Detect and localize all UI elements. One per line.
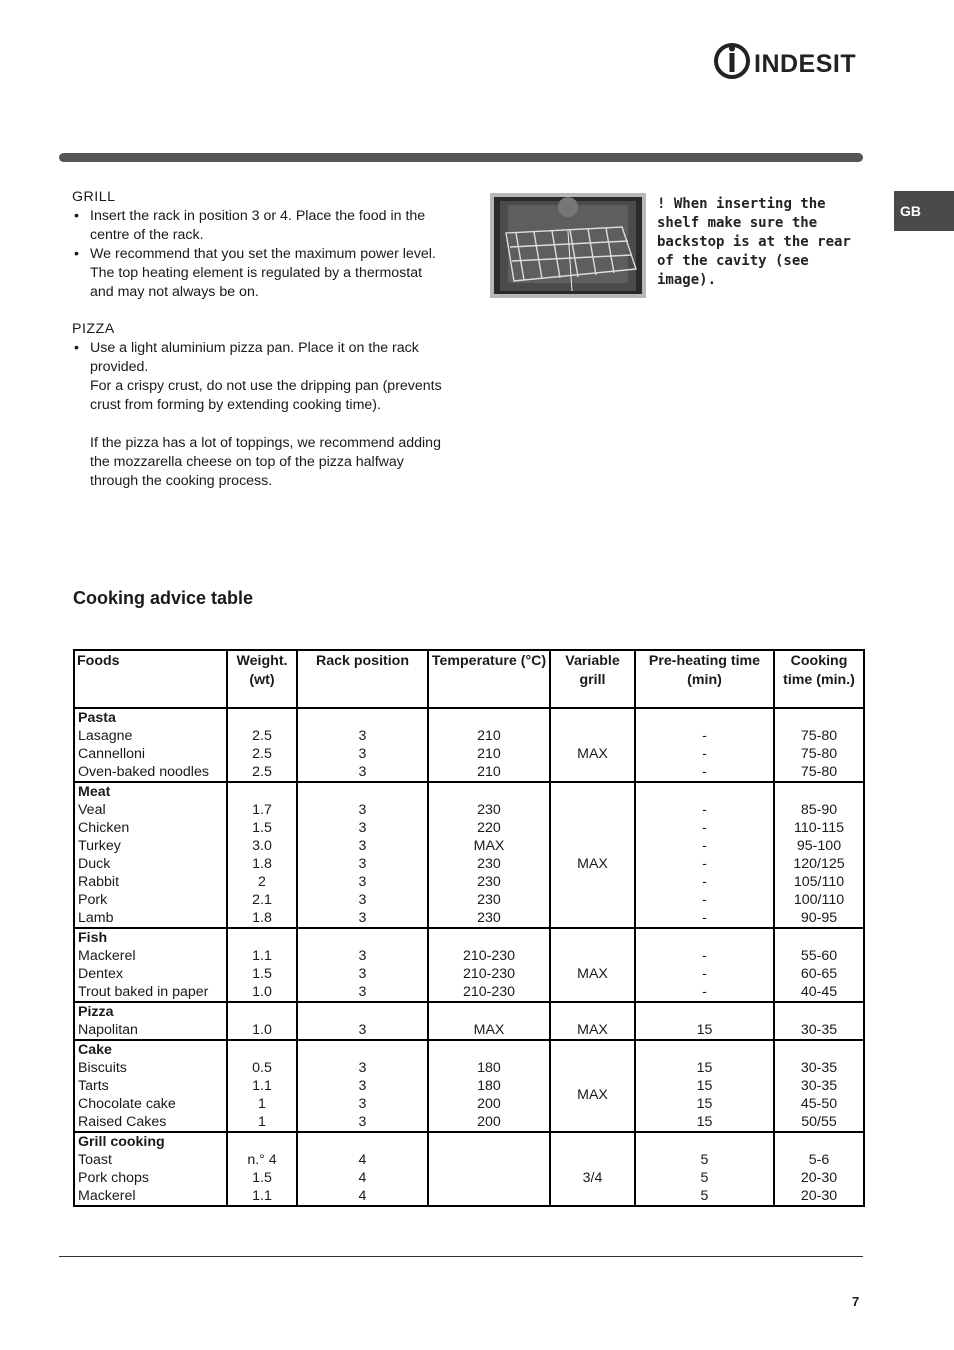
preheat-values: - - -: [635, 947, 774, 1002]
language-tab: GB: [894, 191, 954, 231]
food-group: [74, 708, 864, 782]
food-names: Napolitan: [74, 1021, 227, 1040]
empty-cell: [550, 928, 635, 947]
footer-rule: [59, 1256, 863, 1257]
empty-cell: [227, 1002, 297, 1021]
empty-cell: [428, 782, 550, 801]
note-text: When inserting the shelf make sure the backstop is at the rear of the cavity (see image).: [657, 196, 851, 288]
food-names: Toast Pork chops Mackerel: [74, 1151, 227, 1206]
group-name: Cake: [74, 1040, 227, 1059]
indesit-logo: [712, 40, 864, 82]
time-values: 5-6 20-30 20-30: [774, 1151, 864, 1206]
weight-values: 0.5 1.1 1 1: [227, 1059, 297, 1132]
table-header-row: [74, 650, 864, 708]
empty-cell: [550, 782, 635, 801]
cooking-advice-table: [73, 649, 865, 1207]
group-data-row: [74, 1021, 864, 1040]
food-group: [74, 782, 864, 928]
empty-cell: [428, 1002, 550, 1021]
grill-heading: GRILL: [72, 189, 116, 205]
column-header: Pre-heating time (min): [635, 650, 774, 708]
group-data-row: [74, 1151, 864, 1206]
rack-values: 3 3 3 3 3 3 3: [297, 801, 428, 928]
group-name: Pizza: [74, 1002, 227, 1021]
temp-values: [428, 1151, 550, 1206]
column-header: Cooking time (min.): [774, 650, 864, 708]
empty-cell: [297, 1132, 428, 1151]
group-data-row: [74, 801, 864, 928]
food-group: [74, 1132, 864, 1206]
food-group: [74, 1002, 864, 1040]
empty-cell: [635, 928, 774, 947]
pizza-heading: PIZZA: [72, 321, 115, 337]
weight-values: 2.5 2.5 2.5: [227, 727, 297, 782]
empty-cell: [550, 1002, 635, 1021]
group-head-row: [74, 928, 864, 947]
header-rule: [59, 153, 863, 162]
rack-values: 3 3 3 3: [297, 1059, 428, 1132]
group-name: Fish: [74, 928, 227, 947]
temp-values: 230 220 MAX 230 230 230 230: [428, 801, 550, 928]
oven-rack-photo: [490, 193, 646, 298]
empty-cell: [227, 928, 297, 947]
pizza-bullet: • Use a light aluminium pizza pan. Place it on the rack provided.: [72, 339, 444, 377]
group-name: Grill cooking: [74, 1132, 227, 1151]
time-values: 30-35: [774, 1021, 864, 1040]
column-header: Temperature (°C): [428, 650, 550, 708]
empty-cell: [227, 708, 297, 727]
empty-cell: [774, 782, 864, 801]
empty-cell: [297, 1040, 428, 1059]
empty-cell: [635, 782, 774, 801]
instructions-column: [72, 188, 444, 491]
group-head-row: [74, 782, 864, 801]
food-names: Biscuits Tarts Chocolate cake Raised Cakes: [74, 1059, 227, 1132]
weight-values: n.° 4 1.5 1.1: [227, 1151, 297, 1206]
temp-values: 210 210 210: [428, 727, 550, 782]
empty-cell: [297, 928, 428, 947]
empty-cell: [774, 1002, 864, 1021]
empty-cell: [428, 928, 550, 947]
temp-values: 180 180 200 200: [428, 1059, 550, 1132]
preheat-values: 15: [635, 1021, 774, 1040]
temp-values: MAX: [428, 1021, 550, 1040]
food-group: [74, 1040, 864, 1132]
temp-values: 210-230 210-230 210-230: [428, 947, 550, 1002]
group-head-row: [74, 1040, 864, 1059]
column-header: Foods: [74, 650, 227, 708]
time-values: 85-90 110-115 95-100 120/125 105/110 100/110 90-95: [774, 801, 864, 928]
empty-cell: [550, 1040, 635, 1059]
empty-cell: [227, 1132, 297, 1151]
group-name: Pasta: [74, 708, 227, 727]
time-values: 55-60 60-65 40-45: [774, 947, 864, 1002]
grill-values: MAX: [550, 1021, 635, 1040]
grill-bullet: • Insert the rack in position 3 or 4. Place the food in the centre of the rack.: [72, 207, 444, 245]
page-number: 7: [852, 1294, 860, 1309]
empty-cell: [428, 1132, 550, 1151]
weight-values: 1.1 1.5 1.0: [227, 947, 297, 1002]
rack-values: 3 3 3: [297, 947, 428, 1002]
weight-values: 1.0: [227, 1021, 297, 1040]
weight-values: 1.7 1.5 3.0 1.8 2 2.1 1.8: [227, 801, 297, 928]
pizza-paragraph: If the pizza has a lot of toppings, we recommend adding the mozzarella cheese on top of the pizza halfway through the cooking process.: [90, 435, 441, 489]
svg-text:INDESIT: INDESIT: [754, 50, 857, 78]
empty-cell: [550, 1132, 635, 1151]
time-values: 75-80 75-80 75-80: [774, 727, 864, 782]
empty-cell: [635, 1040, 774, 1059]
empty-cell: [774, 708, 864, 727]
empty-cell: [635, 708, 774, 727]
group-name: Meat: [74, 782, 227, 801]
empty-cell: [297, 782, 428, 801]
preheat-values: - - - - - - -: [635, 801, 774, 928]
group-data-row: [74, 1059, 864, 1132]
empty-cell: [774, 1040, 864, 1059]
empty-cell: [774, 928, 864, 947]
group-head-row: [74, 1132, 864, 1151]
food-group: [74, 928, 864, 1002]
safety-note: [657, 195, 857, 290]
empty-cell: [635, 1132, 774, 1151]
food-names: Veal Chicken Turkey Duck Rabbit Pork Lamb: [74, 801, 227, 928]
grill-values: MAX: [550, 727, 635, 782]
preheat-values: - - -: [635, 727, 774, 782]
group-data-row: [74, 947, 864, 1002]
rack-values: 3: [297, 1021, 428, 1040]
time-values: 30-35 30-35 45-50 50/55: [774, 1059, 864, 1132]
preheat-values: 5 5 5: [635, 1151, 774, 1206]
column-header: Variable grill: [550, 650, 635, 708]
grill-values: MAX: [550, 947, 635, 1002]
grill-values: MAX: [550, 1059, 635, 1132]
rack-values: 4 4 4: [297, 1151, 428, 1206]
empty-cell: [428, 708, 550, 727]
group-data-row: [74, 727, 864, 782]
grill-bullet: • We recommend that you set the maximum power level. The top heating element is regulated by a thermostat and may not always be on.: [72, 245, 444, 302]
food-names: Mackerel Dentex Trout baked in paper: [74, 947, 227, 1002]
empty-cell: [227, 1040, 297, 1059]
column-header: Rack position: [297, 650, 428, 708]
empty-cell: [550, 708, 635, 727]
group-head-row: [74, 708, 864, 727]
empty-cell: [297, 708, 428, 727]
grill-values: 3/4: [550, 1151, 635, 1206]
group-head-row: [74, 1002, 864, 1021]
preheat-values: 15 15 15 15: [635, 1059, 774, 1132]
table-title: Cooking advice table: [73, 588, 254, 608]
empty-cell: [428, 1040, 550, 1059]
empty-cell: [774, 1132, 864, 1151]
rack-values: 3 3 3: [297, 727, 428, 782]
pizza-paragraph: For a crispy crust, do not use the dripping pan (prevents crust from forming by extending cooking time).: [90, 378, 442, 413]
column-header: Weight. (wt): [227, 650, 297, 708]
food-names: Lasagne Cannelloni Oven-baked noodles: [74, 727, 227, 782]
grill-values: MAX: [550, 801, 635, 928]
empty-cell: [635, 1002, 774, 1021]
empty-cell: [227, 782, 297, 801]
warning-icon: !: [657, 196, 666, 212]
empty-cell: [297, 1002, 428, 1021]
